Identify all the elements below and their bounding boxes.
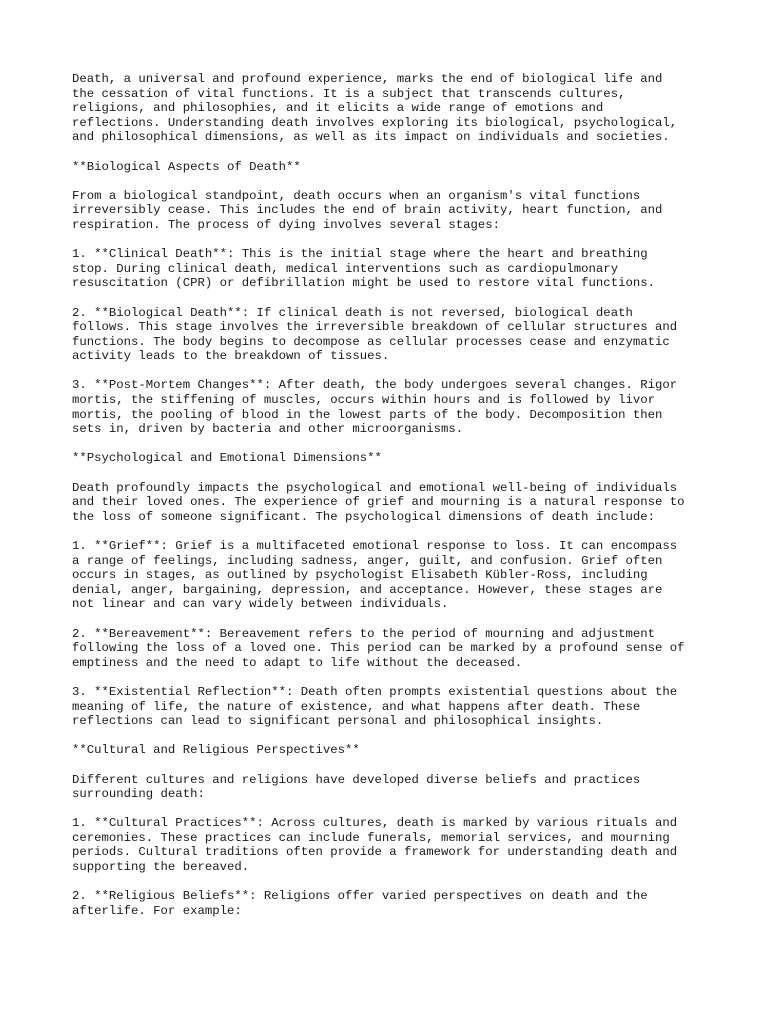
intro-paragraph: Death, a universal and profound experience, marks the end of biological life and the cessation of vital functions. It is a subject that transcends cultures, religions, and philosophies, and it elicits a wide range of emotions and reflections. Understanding death involves exploring its biological, psychological, and philosophical dimensions, as well as its impact on individuals and societies. bbox=[72, 72, 678, 145]
psychological-intro-paragraph: Death profoundly impacts the psychological and emotional well-being of individuals and their loved ones. The experience of grief and mourning is a natural response to the loss of someone significant. The psychological dimensions of death include: bbox=[72, 480, 685, 524]
list-item-cultural-practices: 1. **Cultural Practices**: Across cultures, death is marked by various rituals and ceremonies. These practices can include funerals, memorial services, and mourning periods. Cultural traditions often provide a framework for understanding death and supporting the bereaved. bbox=[72, 816, 678, 875]
list-item-post-mortem-changes: 3. **Post-Mortem Changes**: After death, the body undergoes several changes. Rigor mortis, the stiffening of muscles, occurs within hours and is followed by livor mortis, the pooling of blood in the lowest parts of the body. Decomposition then sets in, driven by bacteria and other microorganisms. bbox=[72, 378, 678, 437]
section-heading-biological: **Biological Aspects of Death** bbox=[72, 159, 301, 174]
list-item-religious-beliefs: 2. **Religious Beliefs**: Religions offer varied perspectives on death and the afterlife. For example: bbox=[72, 889, 648, 918]
list-item-clinical-death: 1. **Clinical Death**: This is the initial stage where the heart and breathing stop. During clinical death, medical interventions such as cardiopulmonary resuscitation (CPR) or defibrillation might be used to restore vital functions. bbox=[72, 247, 655, 291]
document-page bbox=[72, 72, 712, 933]
section-heading-psychological: **Psychological and Emotional Dimensions** bbox=[72, 451, 382, 466]
list-item-bereavement: 2. **Bereavement**: Bereavement refers to the period of mourning and adjustment following the loss of a loved one. This period can be marked by a profound sense of emptiness and the need to adapt to life without the deceased. bbox=[72, 626, 685, 670]
list-item-biological-death: 2. **Biological Death**: If clinical death is not reversed, biological death follows. This stage involves the irreversible breakdown of cellular structures and functions. The body begins to decompose as cellular processes cease and enzymatic activity leads to the breakdown of tissues. bbox=[72, 305, 678, 364]
section-heading-cultural: **Cultural and Religious Perspectives** bbox=[72, 743, 360, 758]
biological-intro-paragraph: From a biological standpoint, death occurs when an organism's vital functions irreversibly cease. This includes the end of brain activity, heart function, and respiration. The process of dying involves several stages: bbox=[72, 188, 663, 232]
cultural-intro-paragraph: Different cultures and religions have developed diverse beliefs and practices surrounding death: bbox=[72, 772, 641, 802]
list-item-existential-reflection: 3. **Existential Reflection**: Death often prompts existential questions about the meaning of life, the nature of existence, and what happens after death. These reflections can lead to significant personal and philosophical insights. bbox=[72, 684, 678, 729]
list-item-grief: 1. **Grief**: Grief is a multifaceted emotional response to loss. It can encompass a range of feelings, including sadness, anger, guilt, and confusion. Grief often occurs in stages, as outlined by psychologist Elisabeth Kübler-Ross, including denial, anger, bargaining, depression, and acceptance. However, these stages are not linear and can vary widely between individuals. bbox=[72, 539, 678, 612]
